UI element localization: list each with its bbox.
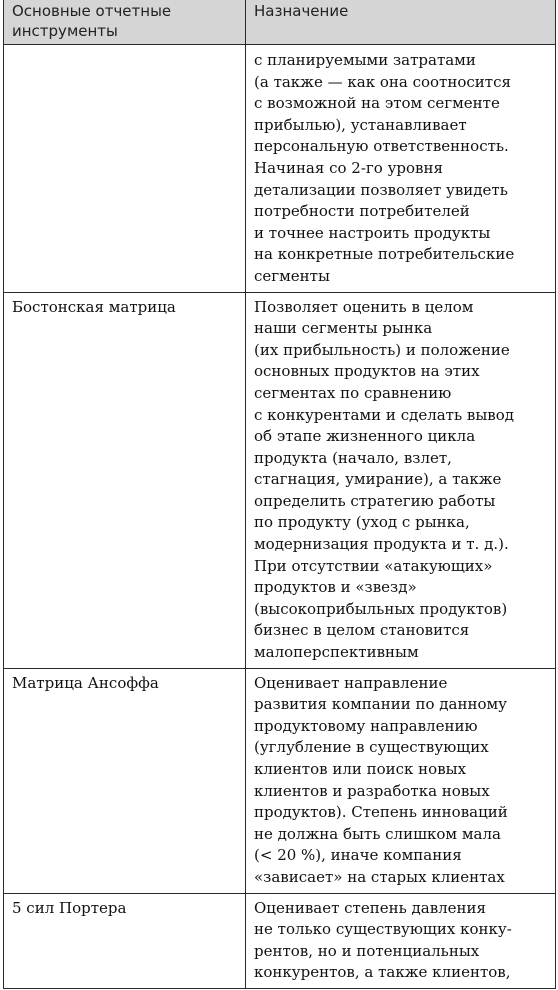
table-body — [4, 45, 556, 989]
purpose-cell — [246, 45, 556, 293]
purpose-line: (их прибыльность) и положение — [254, 340, 510, 359]
purpose-line: с возможной на этом сегменте — [254, 94, 500, 113]
purpose-line: потребности потребителей — [254, 202, 470, 221]
tools-table — [3, 0, 556, 989]
purpose-line: бизнес в целом становится — [254, 621, 470, 640]
purpose-line: определить стратегию работы — [254, 491, 496, 510]
purpose-line: продуктов и «звезд» — [254, 578, 417, 597]
purpose-line: продуктовому направлению — [254, 716, 478, 735]
purpose-line: рентов, но и потенциальных — [254, 941, 480, 960]
purpose-line: сегменты — [254, 266, 330, 285]
purpose-line: с конкурентами и сделать вывод — [254, 405, 515, 424]
purpose-line: и точнее настроить продукты — [254, 223, 491, 242]
purpose-line: Оценивает направление — [254, 673, 448, 692]
purpose-line: Начиная со 2-го уровня — [254, 158, 443, 177]
tool-cell: Матрица Ансоффа — [4, 668, 246, 893]
purpose-line: с планируемыми затратами — [254, 51, 476, 69]
table-row — [4, 893, 556, 988]
purpose-line: (< 20 %), иначе компания — [254, 846, 462, 865]
purpose-line: стагнация, умирание), а также — [254, 470, 502, 489]
purpose-line: не должна быть слишком мала — [254, 824, 501, 843]
purpose-line: (а также — как она соотносится — [254, 72, 511, 91]
header-row — [4, 0, 556, 45]
purpose-line: модернизация продукта и т. д.). — [254, 535, 509, 554]
purpose-line: (высокоприбыльных продуктов) — [254, 599, 508, 618]
purpose-line: клиентов и разработка новых — [254, 781, 490, 800]
tool-cell: 5 сил Портера — [4, 893, 246, 988]
table-header — [4, 0, 556, 45]
purpose-line: конкурентов, а также клиентов, — [254, 963, 511, 982]
table-row — [4, 668, 556, 893]
purpose-line: малоперспективным — [254, 643, 419, 662]
purpose-line: (углубление в существующих — [254, 738, 489, 757]
tool-cell: Бостонская матрица — [4, 292, 246, 668]
header-tools: Основные отчетные инструменты — [4, 0, 246, 45]
purpose-line: Позволяет оценить в целом — [254, 297, 474, 316]
purpose-line: на конкретные потребительские — [254, 245, 515, 264]
purpose-line: клиентов или поиск новых — [254, 760, 467, 778]
purpose-cell — [246, 893, 556, 988]
purpose-line: персональную ответственность. — [254, 137, 509, 156]
purpose-line: основных продуктов на этих — [254, 362, 480, 381]
purpose-line: продуктов). Степень инноваций — [254, 803, 508, 822]
purpose-line: наши сегменты рынка — [254, 319, 433, 338]
purpose-line: по продукту (уход с рынка, — [254, 513, 470, 532]
purpose-line: не только существующих конку- — [254, 920, 512, 939]
purpose-line: При отсутствии «атакующих» — [254, 556, 493, 575]
purpose-cell — [246, 668, 556, 893]
tool-cell — [4, 45, 246, 293]
purpose-cell — [246, 292, 556, 668]
purpose-line: развития компании по данному — [254, 695, 507, 714]
purpose-line: детализации позволяет увидеть — [254, 180, 508, 199]
purpose-line: «зависает» на старых клиентах — [254, 867, 505, 886]
purpose-line: прибылью), устанавливает — [254, 115, 467, 134]
purpose-line: об этапе жизненного цикла — [254, 427, 476, 446]
table-row — [4, 292, 556, 668]
purpose-line: продукта (начало, взлет, — [254, 448, 452, 467]
purpose-line: сегментах по сравнению — [254, 383, 452, 402]
purpose-line: Оценивает степень давления — [254, 898, 487, 917]
header-purpose: Назначение — [246, 0, 556, 45]
table-row — [4, 45, 556, 293]
